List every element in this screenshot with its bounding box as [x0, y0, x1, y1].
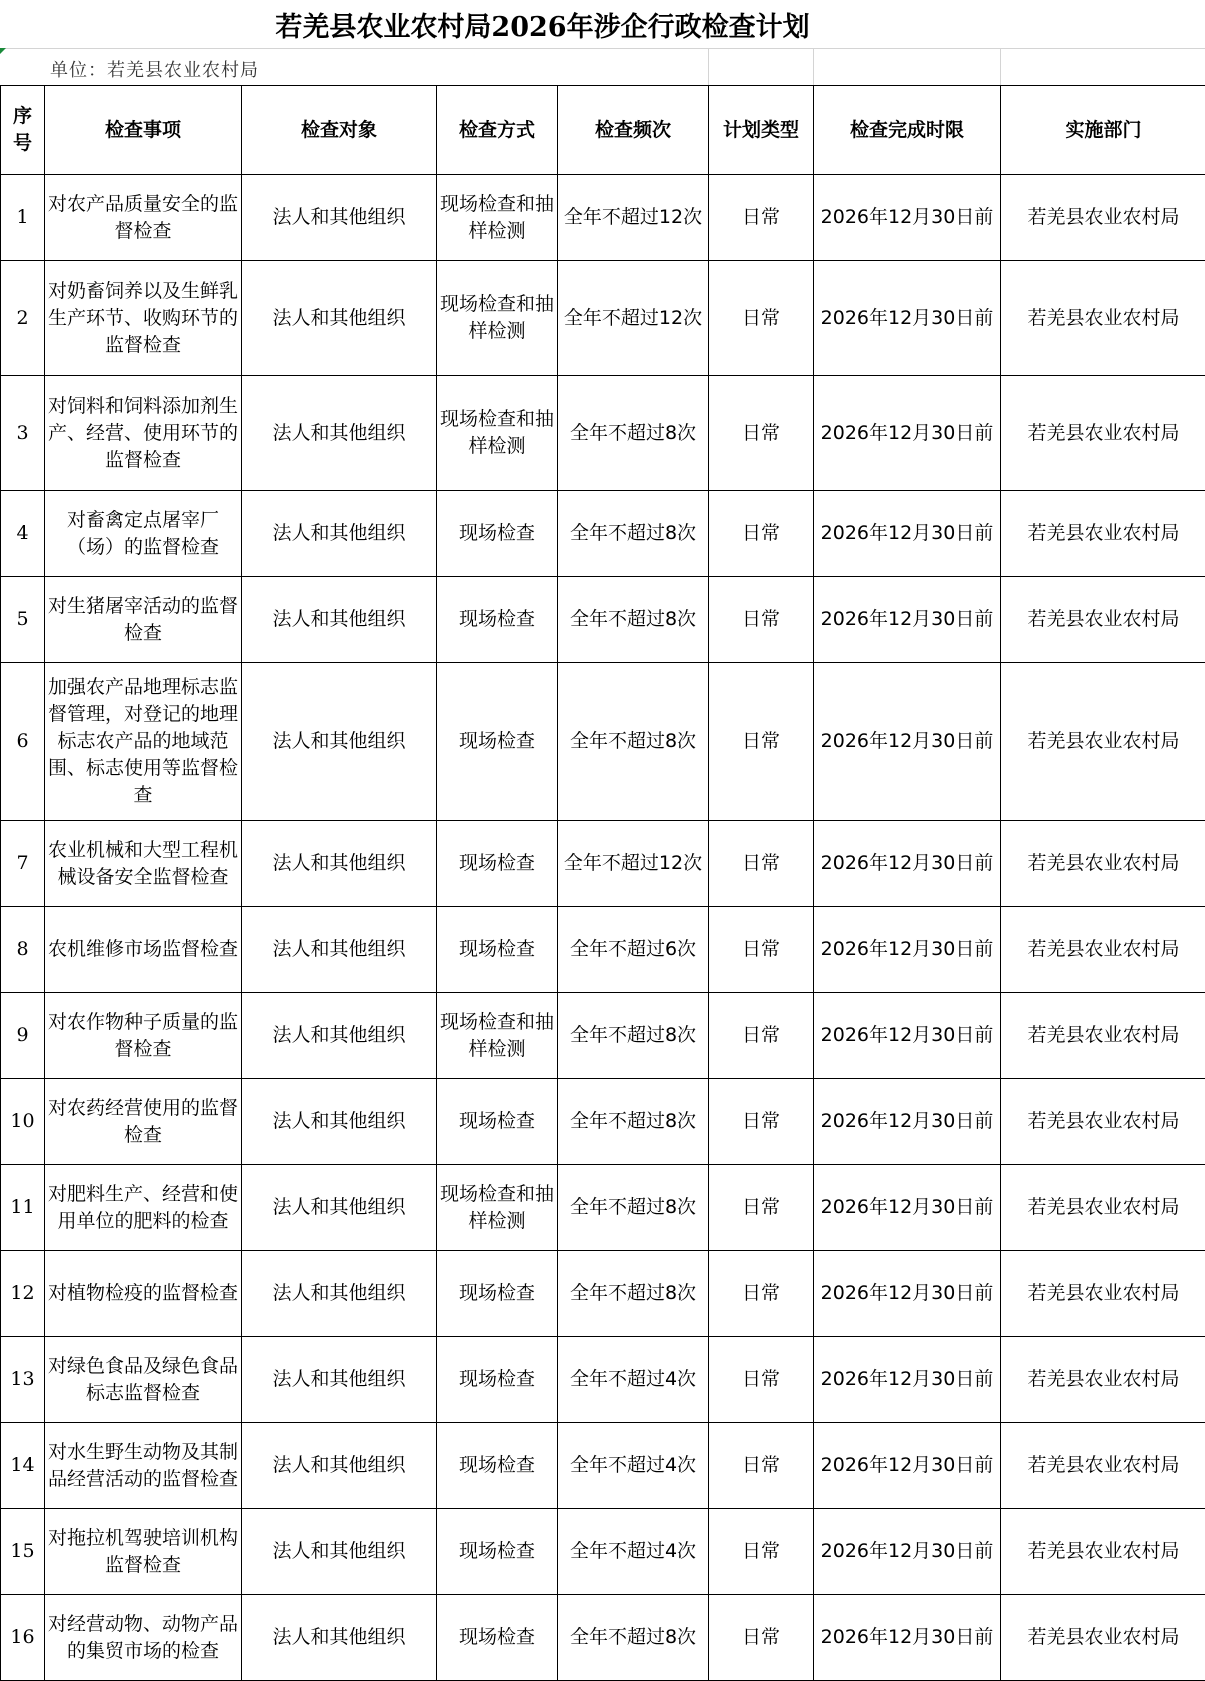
row-type: 日常	[709, 1509, 814, 1595]
row-item: 对植物检疫的监督检查	[45, 1251, 242, 1337]
row-no: 5	[1, 577, 45, 663]
header-dept: 实施部门	[1001, 86, 1205, 175]
row-dept: 若羌县农业农村局	[1001, 1165, 1205, 1251]
row-no: 3	[1, 376, 45, 491]
row-type: 日常	[709, 1165, 814, 1251]
table-row	[1, 376, 1205, 491]
row-dept: 若羌县农业农村局	[1001, 1337, 1205, 1423]
table-row	[1, 907, 1205, 993]
row-frequency: 全年不超过8次	[558, 577, 709, 663]
row-target: 法人和其他组织	[242, 376, 437, 491]
row-deadline: 2026年12月30日前	[814, 175, 1001, 261]
row-item: 对水生野生动物及其制品经营活动的监督检查	[45, 1423, 242, 1509]
row-method: 现场检查	[437, 1251, 558, 1337]
row-dept: 若羌县农业农村局	[1001, 175, 1205, 261]
table-row	[1, 993, 1205, 1079]
row-frequency: 全年不超过4次	[558, 1337, 709, 1423]
row-method: 现场检查	[437, 1079, 558, 1165]
row-method: 现场检查和抽样检测	[437, 261, 558, 376]
row-no: 15	[1, 1509, 45, 1595]
row-method: 现场检查和抽样检测	[437, 175, 558, 261]
row-deadline: 2026年12月30日前	[814, 261, 1001, 376]
row-frequency: 全年不超过4次	[558, 1423, 709, 1509]
header-deadline: 检查完成时限	[814, 86, 1001, 175]
row-method: 现场检查	[437, 821, 558, 907]
row-frequency: 全年不超过8次	[558, 376, 709, 491]
row-frequency: 全年不超过12次	[558, 175, 709, 261]
row-frequency: 全年不超过8次	[558, 1079, 709, 1165]
row-no: 16	[1, 1595, 45, 1681]
row-target: 法人和其他组织	[242, 663, 437, 821]
row-deadline: 2026年12月30日前	[814, 993, 1001, 1079]
row-dept: 若羌县农业农村局	[1001, 491, 1205, 577]
row-frequency: 全年不超过12次	[558, 821, 709, 907]
row-frequency: 全年不超过12次	[558, 261, 709, 376]
row-method: 现场检查	[437, 1595, 558, 1681]
row-deadline: 2026年12月30日前	[814, 1165, 1001, 1251]
table-row	[1, 261, 1205, 376]
row-target: 法人和其他组织	[242, 1079, 437, 1165]
row-item: 对农产品质量安全的监督检查	[45, 175, 242, 261]
grid-line	[708, 48, 709, 85]
row-no: 4	[1, 491, 45, 577]
title-row	[0, 0, 1205, 49]
row-target: 法人和其他组织	[242, 1595, 437, 1681]
table-row	[1, 1251, 1205, 1337]
table-row	[1, 1595, 1205, 1681]
row-frequency: 全年不超过8次	[558, 1595, 709, 1681]
grid-line	[813, 48, 814, 85]
row-target: 法人和其他组织	[242, 1165, 437, 1251]
row-no: 9	[1, 993, 45, 1079]
row-dept: 若羌县农业农村局	[1001, 907, 1205, 993]
row-dept: 若羌县农业农村局	[1001, 1251, 1205, 1337]
row-deadline: 2026年12月30日前	[814, 577, 1001, 663]
row-type: 日常	[709, 1251, 814, 1337]
row-type: 日常	[709, 821, 814, 907]
row-no: 8	[1, 907, 45, 993]
row-type: 日常	[709, 1079, 814, 1165]
row-type: 日常	[709, 175, 814, 261]
row-no: 14	[1, 1423, 45, 1509]
row-deadline: 2026年12月30日前	[814, 1079, 1001, 1165]
row-target: 法人和其他组织	[242, 577, 437, 663]
row-item: 对农药经营使用的监督检查	[45, 1079, 242, 1165]
inspection-table	[0, 85, 1205, 1681]
row-dept: 若羌县农业农村局	[1001, 376, 1205, 491]
row-target: 法人和其他组织	[242, 1423, 437, 1509]
row-deadline: 2026年12月30日前	[814, 1251, 1001, 1337]
row-deadline: 2026年12月30日前	[814, 491, 1001, 577]
row-type: 日常	[709, 907, 814, 993]
row-type: 日常	[709, 376, 814, 491]
row-deadline: 2026年12月30日前	[814, 1509, 1001, 1595]
row-target: 法人和其他组织	[242, 1337, 437, 1423]
row-item: 对绿色食品及绿色食品标志监督检查	[45, 1337, 242, 1423]
row-method: 现场检查	[437, 663, 558, 821]
row-deadline: 2026年12月30日前	[814, 663, 1001, 821]
row-deadline: 2026年12月30日前	[814, 1595, 1001, 1681]
row-type: 日常	[709, 1423, 814, 1509]
row-no: 6	[1, 663, 45, 821]
row-type: 日常	[709, 993, 814, 1079]
row-method: 现场检查	[437, 1423, 558, 1509]
row-deadline: 2026年12月30日前	[814, 376, 1001, 491]
row-deadline: 2026年12月30日前	[814, 1423, 1001, 1509]
row-type: 日常	[709, 663, 814, 821]
header-target: 检查对象	[242, 86, 437, 175]
table-row	[1, 175, 1205, 261]
row-dept: 若羌县农业农村局	[1001, 1509, 1205, 1595]
table-row	[1, 1165, 1205, 1251]
row-dept: 若羌县农业农村局	[1001, 1595, 1205, 1681]
row-item: 农业机械和大型工程机械设备安全监督检查	[45, 821, 242, 907]
row-item: 对农作物种子质量的监督检查	[45, 993, 242, 1079]
row-method: 现场检查和抽样检测	[437, 376, 558, 491]
row-frequency: 全年不超过8次	[558, 663, 709, 821]
header-method: 检查方式	[437, 86, 558, 175]
row-no: 10	[1, 1079, 45, 1165]
row-dept: 若羌县农业农村局	[1001, 261, 1205, 376]
row-dept: 若羌县农业农村局	[1001, 577, 1205, 663]
row-item: 对畜禽定点屠宰厂（场）的监督检查	[45, 491, 242, 577]
row-item: 对饲料和饲料添加剂生产、经营、使用环节的监督检查	[45, 376, 242, 491]
row-method: 现场检查和抽样检测	[437, 993, 558, 1079]
page-title: 若羌县农业农村局2026年涉企行政检查计划	[275, 11, 810, 43]
table-row	[1, 577, 1205, 663]
row-type: 日常	[709, 491, 814, 577]
row-frequency: 全年不超过4次	[558, 1509, 709, 1595]
row-method: 现场检查和抽样检测	[437, 1165, 558, 1251]
row-frequency: 全年不超过8次	[558, 1165, 709, 1251]
header-type: 计划类型	[709, 86, 814, 175]
row-target: 法人和其他组织	[242, 261, 437, 376]
table-row	[1, 1509, 1205, 1595]
row-target: 法人和其他组织	[242, 1251, 437, 1337]
table-row	[1, 1079, 1205, 1165]
row-method: 现场检查	[437, 1337, 558, 1423]
row-item: 对经营动物、动物产品的集贸市场的检查	[45, 1595, 242, 1681]
row-item: 加强农产品地理标志监督管理，对登记的地理标志农产品的地域范围、标志使用等监督检查	[45, 663, 242, 821]
row-dept: 若羌县农业农村局	[1001, 1423, 1205, 1509]
row-item: 农机维修市场监督检查	[45, 907, 242, 993]
row-type: 日常	[709, 1337, 814, 1423]
row-frequency: 全年不超过6次	[558, 907, 709, 993]
row-no: 1	[1, 175, 45, 261]
table-row	[1, 1423, 1205, 1509]
row-deadline: 2026年12月30日前	[814, 1337, 1001, 1423]
row-deadline: 2026年12月30日前	[814, 821, 1001, 907]
row-type: 日常	[709, 1595, 814, 1681]
row-no: 12	[1, 1251, 45, 1337]
row-frequency: 全年不超过8次	[558, 491, 709, 577]
row-item: 对拖拉机驾驶培训机构监督检查	[45, 1509, 242, 1595]
unit-label: 单位：若羌县农业农村局	[50, 60, 259, 81]
header-item: 检查事项	[45, 86, 242, 175]
row-target: 法人和其他组织	[242, 993, 437, 1079]
row-method: 现场检查	[437, 577, 558, 663]
row-target: 法人和其他组织	[242, 491, 437, 577]
row-dept: 若羌县农业农村局	[1001, 1079, 1205, 1165]
row-method: 现场检查	[437, 907, 558, 993]
row-item: 对生猪屠宰活动的监督检查	[45, 577, 242, 663]
row-dept: 若羌县农业农村局	[1001, 993, 1205, 1079]
row-target: 法人和其他组织	[242, 175, 437, 261]
row-no: 7	[1, 821, 45, 907]
row-dept: 若羌县农业农村局	[1001, 821, 1205, 907]
row-target: 法人和其他组织	[242, 1509, 437, 1595]
table-row	[1, 1337, 1205, 1423]
row-no: 2	[1, 261, 45, 376]
table-row	[1, 663, 1205, 821]
row-method: 现场检查	[437, 491, 558, 577]
row-deadline: 2026年12月30日前	[814, 907, 1001, 993]
row-no: 11	[1, 1165, 45, 1251]
grid-line	[1000, 48, 1001, 85]
row-frequency: 全年不超过8次	[558, 993, 709, 1079]
header-no: 序号	[1, 86, 45, 175]
row-item: 对奶畜饲养以及生鲜乳生产环节、收购环节的监督检查	[45, 261, 242, 376]
table-row	[1, 491, 1205, 577]
row-target: 法人和其他组织	[242, 821, 437, 907]
row-target: 法人和其他组织	[242, 907, 437, 993]
row-method: 现场检查	[437, 1509, 558, 1595]
header-frequency: 检查频次	[558, 86, 709, 175]
row-frequency: 全年不超过8次	[558, 1251, 709, 1337]
table-row	[1, 821, 1205, 907]
row-no: 13	[1, 1337, 45, 1423]
unit-row	[0, 48, 1205, 85]
row-type: 日常	[709, 261, 814, 376]
row-dept: 若羌县农业农村局	[1001, 663, 1205, 821]
table-body	[1, 175, 1205, 1681]
row-item: 对肥料生产、经营和使用单位的肥料的检查	[45, 1165, 242, 1251]
header-row	[1, 86, 1205, 175]
row-type: 日常	[709, 577, 814, 663]
